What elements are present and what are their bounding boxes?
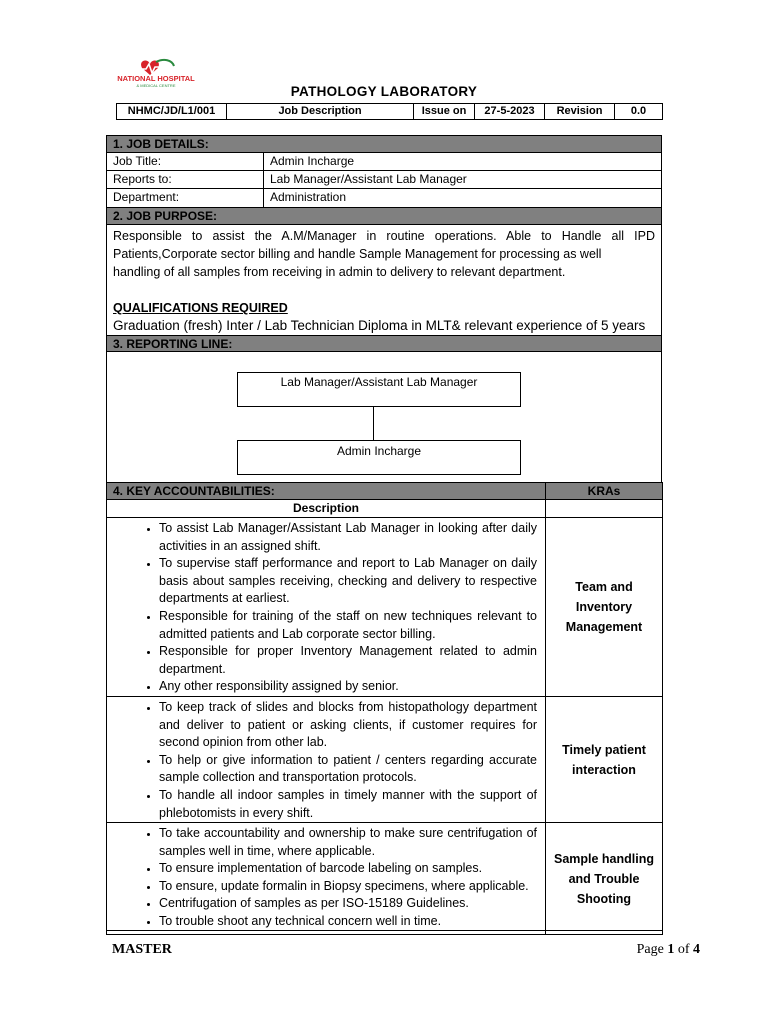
footer-divider bbox=[106, 930, 662, 931]
list-item: • Any other responsibility assigned by senior. bbox=[159, 678, 537, 696]
org-box-lab-manager: Lab Manager/Assistant Lab Manager bbox=[237, 372, 521, 407]
department-label: Department: bbox=[107, 189, 264, 207]
list-item: • To supervise staff performance and report to Lab Manager on daily basis about samples receiving, checking and delivery to respective departments at earliest. bbox=[159, 555, 537, 608]
job-title-row bbox=[107, 153, 661, 171]
job-details-heading: 1. JOB DETAILS: bbox=[107, 136, 661, 153]
list-item: • To trouble shoot any technical concern well in time. bbox=[159, 913, 537, 931]
key-accountabilities-table bbox=[106, 482, 663, 935]
kras-heading: KRAs bbox=[546, 483, 663, 500]
job-title-label: Job Title: bbox=[107, 153, 264, 170]
org-box-admin-incharge: Admin Incharge bbox=[237, 440, 521, 475]
revision-label: Revision bbox=[545, 104, 615, 120]
reporting-line-heading: 3. REPORTING LINE: bbox=[107, 335, 661, 352]
job-purpose-heading: 2. JOB PURPOSE: bbox=[107, 208, 661, 225]
issue-label: Issue on bbox=[414, 104, 475, 120]
org-connector-line bbox=[373, 407, 374, 440]
revision-value: 0.0 bbox=[615, 104, 663, 120]
logo-text: NATIONAL HOSPITAL bbox=[117, 74, 195, 83]
list-item: • To handle all indoor samples in timely manner with the support of phlebotomists in every shift. bbox=[159, 787, 537, 822]
list-item: • To take accountability and ownership to make sure centrifugation of samples well in time, where applicable. bbox=[159, 825, 537, 860]
page-title: PATHOLOGY LABORATORY bbox=[290, 84, 478, 99]
department-value: Administration bbox=[270, 190, 347, 204]
description-heading: Description bbox=[107, 500, 546, 518]
document-code: NHMC/JD/L1/001 bbox=[117, 104, 227, 120]
kra-team-inventory: Team and Inventory Management bbox=[546, 518, 663, 697]
list-item: • To help or give information to patient / centers regarding accurate sample collection and transportation protocols. bbox=[159, 752, 537, 787]
department-row bbox=[107, 189, 661, 208]
job-purpose-text bbox=[107, 225, 661, 283]
list-item: • Centrifugation of samples as per ISO-15189 Guidelines. bbox=[159, 895, 537, 913]
kra-timely-patient-interaction: Timely patient interaction bbox=[546, 696, 663, 822]
job-description-box bbox=[106, 135, 662, 483]
accountability-group-2 bbox=[107, 696, 546, 822]
reports-to-label: Reports to: bbox=[107, 171, 264, 188]
issue-date: 27-5-2023 bbox=[475, 104, 545, 120]
page-indicator bbox=[637, 942, 700, 958]
of-word: of bbox=[677, 942, 690, 957]
list-item: • To ensure implementation of barcode labeling on samples. bbox=[159, 860, 537, 878]
job-title-value: Admin Incharge bbox=[270, 154, 355, 168]
list-item: • Responsible for proper Inventory Management related to admin department. bbox=[159, 643, 537, 678]
qualifications-heading: QUALIFICATIONS REQUIRED bbox=[113, 301, 288, 315]
page-word: Page bbox=[636, 942, 664, 957]
list-item: • Responsible for training of the staff on new techniques relevant to admitted patients and Lab corporate sector billing. bbox=[159, 608, 537, 643]
page-total: 4 bbox=[693, 942, 700, 957]
key-accountabilities-heading: 4. KEY ACCOUNTABILITIES: bbox=[107, 483, 546, 500]
qualifications-text: Graduation (fresh) Inter / Lab Technician Diploma in MLT& relevant experience of 5 years bbox=[113, 318, 646, 333]
page-number: 1 bbox=[667, 942, 675, 957]
reports-to-row bbox=[107, 171, 661, 189]
kra-sample-handling: Sample handling and Trouble Shooting bbox=[546, 823, 663, 935]
list-item: • To assist Lab Manager/Assistant Lab Manager in looking after daily activities in an assigned shift. bbox=[159, 520, 537, 555]
list-item: • To keep track of slides and blocks from histopathology department and deliver to patient or asking clients, if customer requires for second opinion from other lab. bbox=[159, 699, 537, 752]
logo-subtext: & MEDICAL CENTRE bbox=[136, 83, 176, 88]
accountability-group-1 bbox=[107, 518, 546, 697]
job-purpose-last-line: handling of all samples from receiving in admin to delivery to relevant department. bbox=[113, 265, 566, 279]
footer-master-label: MASTER bbox=[112, 942, 172, 957]
document-header-table bbox=[116, 103, 663, 120]
reports-to-value: Lab Manager/Assistant Lab Manager bbox=[270, 172, 467, 186]
accountability-group-3 bbox=[107, 823, 546, 935]
kras-subheader-cell bbox=[546, 500, 663, 518]
document-type: Job Description bbox=[227, 104, 414, 120]
list-item: • To ensure, update formalin in Biopsy specimens, where applicable. bbox=[159, 878, 537, 896]
job-purpose-main: Responsible to assist the A.M/Manager in routine operations. Able to Handle all IPD Patients,Corporate sector billing and handle Sample Management for processing as well bbox=[113, 229, 655, 261]
